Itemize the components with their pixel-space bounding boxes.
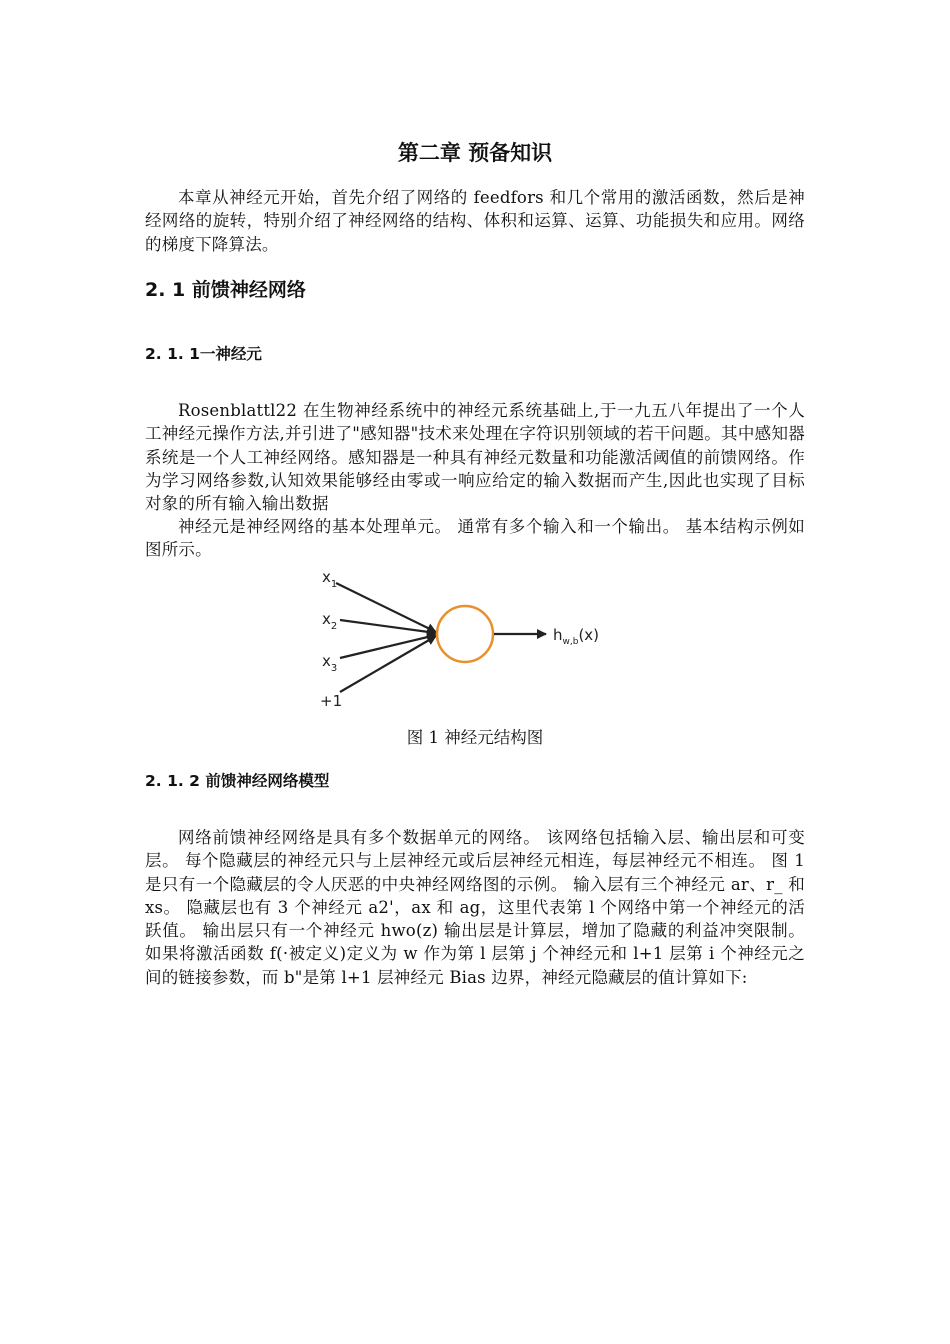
figure-caption: 图 1 神经元结构图 (406, 728, 544, 747)
chapter-title: 第二章 预备知识 (397, 141, 553, 165)
chapter-intro-paragraph: 本章从神经元开始，首先介绍了网络的 feedfors 和几个常用的激活函数，然后是神经网络的旋转，特别介绍了神经网络的结构、体积和运算、运算、功能损失和应用。网络的梯度下降算法。 (145, 188, 805, 254)
section-heading-2-1-1: 2. 1. 1一神经元 (145, 345, 262, 363)
input-arrow-x1 (336, 583, 436, 632)
neuron-diagram (300, 562, 620, 717)
input-label-x2: $x_2$ (322, 610, 338, 632)
section-heading-2-1-2: 2. 1. 2 前馈神经网络模型 (145, 772, 330, 790)
section-heading-2-1: 2. 1 前馈神经网络 (145, 279, 306, 301)
output-label: $h_{w,b}(x)$ (553, 626, 600, 647)
neuron-structure-figure (300, 562, 620, 717)
input-arrow-x2 (340, 620, 436, 633)
input-label-bias: +1 (320, 692, 343, 710)
neuron-intro-paragraph: 神经元是神经网络的基本处理单元。 通常有多个输入和一个输出。 基本结构示例如图所示。 (145, 517, 805, 560)
input-arrow-bias (340, 636, 436, 692)
neuron-circle (437, 606, 493, 662)
input-label-x3: $x_3$ (322, 652, 338, 674)
input-arrow-x3 (340, 635, 436, 658)
perceptron-paragraph: Rosenblattl22 在生物神经系统中的神经元系统基础上,于一九五八年提出了一个人工神经元操作方法,并引进了"感知器"技术来处理在字符识别领域的若干问题。其中感知器系统是一个人工神经网络。感知器是一种具有神经元数量和功能激活阈值的前馈网络。作为学习网络参数,认知效果能够经由零或一响应给定的输入数据而产生,因此也实现了目标对象的所有输入输出数据 (145, 401, 805, 514)
input-label-x1: $x_1$ (322, 568, 338, 590)
feedforward-model-paragraph: 网络前馈神经网络是具有多个数据单元的网络。 该网络包括输入层、输出层和可变层。 每个隐藏层的神经元只与上层神经元或后层神经元相连，每层神经元不相连。 图 1 是只有一个隐藏层的令人厌恶的中央神经网络图的示例。 输入层有三个神经元 ar、r_ 和 xs。 隐藏层也有 3 个神经元 a2'，ax 和 ag，这里代表第 l 个网络中第一个神经元的活跃值。 输出层只有一个神经元 hwo(z) 输出层是计算层，增加了隐藏的利益冲突限制。 如果将激活函数 f(·被定义)定义为 w 作为第 l 层第 j 个神经元和 l+1 层第 i 个神经元之间的链接参数，而 b"是第 l+1 层神经元 Bias 边界，神经元隐藏层的值计算如下: (145, 828, 805, 987)
